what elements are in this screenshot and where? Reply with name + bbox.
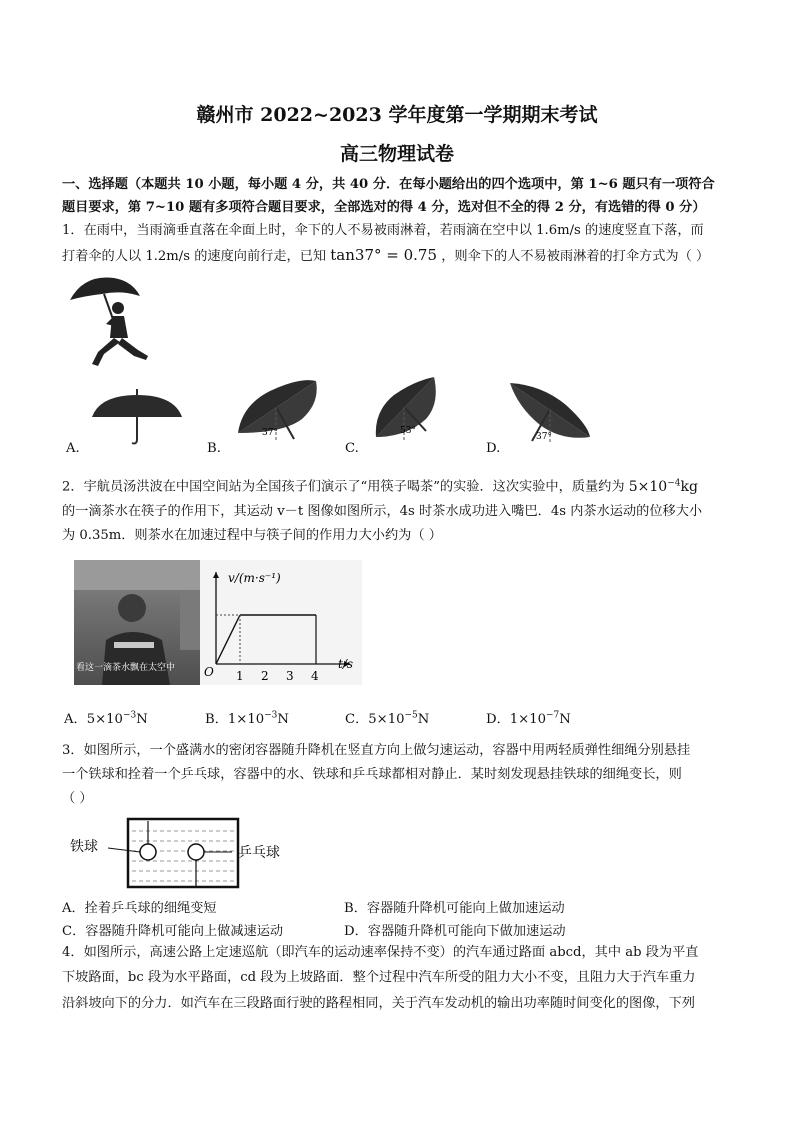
q4-line3: 沿斜坡向下的分力．如汽车在三段路面行驶的路程相同，关于汽车发动机的输出功率随时间变化的图像，下列 bbox=[62, 996, 695, 1011]
q2-option-c-base: 5×10 bbox=[368, 712, 405, 727]
q2-option-b-base: 1×10 bbox=[227, 712, 265, 727]
q1-option-c: C. bbox=[345, 441, 359, 456]
tick-1: 1 bbox=[236, 669, 244, 683]
angle-label-b: 37° bbox=[262, 428, 278, 438]
q1-option-figures bbox=[62, 375, 742, 455]
q2-option-c bbox=[345, 708, 429, 727]
photo-caption: 看这一滴茶水飘在太空中 bbox=[76, 663, 176, 673]
q3-line1: 3．如图所示，一个盛满水的密闭容器随升降机在竖直方向上做匀速运动，容器中用两轻质弹性细绳分别悬挂 bbox=[62, 743, 691, 758]
q2-option-c-unit: N bbox=[417, 712, 430, 727]
q2-option-d-unit: N bbox=[559, 712, 571, 727]
container-figure bbox=[68, 815, 328, 893]
q2-mass-unit: kg bbox=[680, 478, 698, 495]
q2-option-a-label: A． bbox=[64, 712, 87, 727]
q1-option-d: D. bbox=[486, 441, 501, 456]
q1-option-b: B. bbox=[207, 441, 221, 456]
umbrella-option-d bbox=[510, 383, 590, 443]
iron-ball-label: 铁球 bbox=[70, 839, 98, 855]
man-leg-front bbox=[118, 338, 148, 360]
q2-option-a bbox=[64, 708, 148, 727]
q3-line2: 一个铁球和拴着一个乒乓球，容器中的水、铁球和乒乓球都相对静止．某时刻发现悬挂铁球的细绳变长，则 bbox=[62, 767, 682, 782]
t-axis-label: t/s bbox=[338, 657, 354, 671]
q2-option-b-unit: N bbox=[277, 712, 289, 727]
q2-option-d bbox=[486, 708, 571, 727]
q2-line1 bbox=[62, 474, 698, 497]
q2-option-c-label: C． bbox=[345, 712, 369, 727]
exam-subtitle: 高三物理试卷 bbox=[339, 143, 454, 165]
running-man-figure bbox=[62, 272, 154, 372]
section-heading-line1: 一、选择题（本题共 10 小题，每小题 4 分，共 40 分．在每小题给出的四个选项中，第 1~6 题只有一项符合 bbox=[62, 177, 715, 192]
q2-line1-text: 2．宇航员汤洪波在中国空间站为全国孩子们演示了“用筷子喝茶”的实验．这次实验中，质量约为 bbox=[62, 479, 625, 495]
q2-option-d-label: D． bbox=[486, 712, 510, 727]
q1-line2-tail: ，则伞下的人不易被雨淋着的打伞方式为（ ） bbox=[441, 249, 710, 264]
man-head bbox=[112, 302, 124, 314]
angle-label-d: 37° bbox=[536, 432, 552, 442]
umbrella-option-c bbox=[376, 377, 436, 441]
q2-option-b bbox=[205, 708, 289, 727]
q2-option-a-unit: N bbox=[136, 712, 148, 727]
umbrella-option-a bbox=[92, 389, 182, 444]
q1-formula: tan37° = 0.75 bbox=[330, 246, 438, 264]
q1-line1: 1．在雨中，当雨滴垂直落在伞面上时，伞下的人不易被雨淋着，若雨滴在空中以 1.6m/s 的速度竖直下落，而 bbox=[62, 223, 704, 238]
iron-ball bbox=[140, 844, 156, 860]
q3-line3: （ ） bbox=[62, 791, 93, 806]
astronaut-photo bbox=[74, 560, 204, 685]
tick-2: 2 bbox=[261, 669, 269, 683]
pingpong-ball-label: 乒乓球 bbox=[238, 845, 280, 861]
q2-line2: 的一滴茶水在筷子的作用下，其运动 v－t 图像如图所示，4s 时茶水成功进入嘴巴．4s 内茶水运动的位移大小 bbox=[62, 504, 703, 519]
q1-line2 bbox=[62, 246, 709, 266]
q2-option-a-exp: −3 bbox=[122, 710, 137, 721]
exam-title: 赣州市 2022~2023 学年度第一学期期末考试 bbox=[196, 104, 598, 126]
tick-3: 3 bbox=[286, 669, 294, 683]
pingpong-ball bbox=[188, 844, 204, 860]
q1-line2-text: 打着伞的人以 1.2m/s 的速度向前行走，已知 bbox=[62, 249, 327, 264]
tick-4: 4 bbox=[311, 669, 319, 683]
q3-option-a: A．拴着乒乓球的细绳变短 bbox=[62, 901, 217, 916]
q3-option-c: C．容器随升降机可能向上做减速运动 bbox=[62, 924, 284, 939]
q3-option-d: D．容器随升降机可能向下做加速运动 bbox=[344, 924, 566, 939]
q2-option-d-base: 1×10 bbox=[509, 712, 546, 727]
section-heading-line2: 题目要求，第 7~10 题有多项符合题目要求，全部选对的得 4 分，选对但不全的得 2 分，有选错的得 0 分） bbox=[62, 200, 706, 215]
q2-option-d-exp: −7 bbox=[546, 710, 560, 721]
q3-option-b: B．容器随升降机可能向上做加速运动 bbox=[344, 901, 565, 916]
q2-mass bbox=[629, 479, 698, 495]
q2-line3: 为 0.35m．则茶水在加速过程中与筷子间的作用力大小约为（ ） bbox=[62, 528, 442, 543]
man-leg-back bbox=[92, 338, 120, 366]
q2-option-b-label: B． bbox=[205, 712, 228, 727]
angle-label-c: 53° bbox=[400, 426, 416, 436]
q2-mass-base: 5×10 bbox=[628, 478, 668, 495]
origin-label: O bbox=[204, 665, 214, 679]
vt-graph bbox=[200, 560, 362, 685]
man-body bbox=[110, 316, 128, 338]
q2-option-a-base: 5×10 bbox=[86, 712, 123, 727]
q1-option-a: A. bbox=[66, 441, 80, 456]
q4-line1: 4．如图所示，高速公路上定速巡航（即汽车的运动速率保持不变）的汽车通过路面 abcd，其中 ab 段为平直 bbox=[62, 945, 699, 960]
q2-option-c-exp: −5 bbox=[404, 710, 418, 721]
q4-line2: 下坡路面，bc 段为水平路面，cd 段为上坡路面．整个过程中汽车所受的阻力大小不变，且阻力大于汽车重力 bbox=[62, 970, 696, 985]
q2-mass-exp: −4 bbox=[667, 478, 681, 488]
umbrella-option-b bbox=[238, 380, 317, 441]
q2-option-b-exp: −3 bbox=[264, 710, 278, 721]
v-axis-label: v/(m·s⁻¹) bbox=[228, 571, 281, 585]
